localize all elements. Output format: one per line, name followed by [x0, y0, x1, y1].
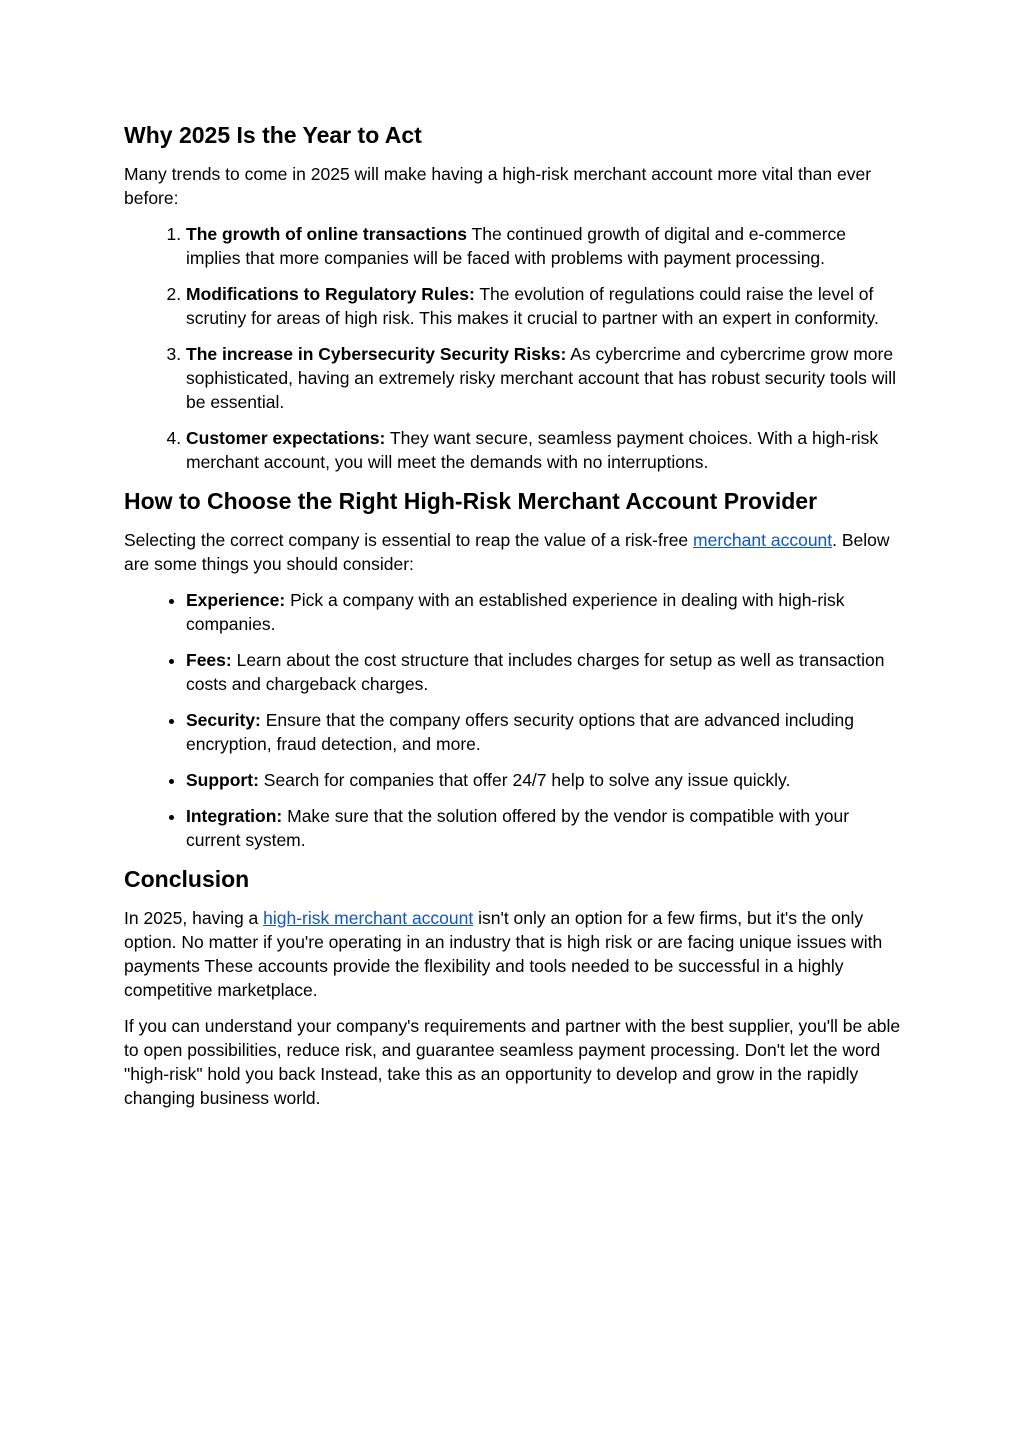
section-heading-why-2025: Why 2025 Is the Year to Act: [124, 122, 422, 148]
merchant-account-link[interactable]: merchant account: [693, 530, 833, 550]
list-item: [186, 222, 904, 270]
intro-text-after: . Below are some things you should consider:: [124, 530, 890, 574]
list-item-title: Integration:: [186, 806, 283, 826]
list-item-title: The growth of online transactions: [186, 224, 467, 244]
high-risk-merchant-account-link[interactable]: high-risk merchant account: [263, 908, 474, 928]
section-intro-why-2025: Many trends to come in 2025 will make having a high-risk merchant account more vital than ever before:: [124, 164, 872, 208]
conclusion-paragraph-1: [124, 906, 904, 1002]
list-item: [186, 804, 904, 852]
list-item-title: Support:: [186, 770, 259, 790]
list-item-text: Learn about the cost structure that includes charges for setup as well as transaction costs and chargeback charges.: [186, 650, 885, 694]
list-item-text: They want secure, seamless payment choices. With a high-risk merchant account, you will meet the demands with no interruptions.: [186, 428, 879, 472]
list-item: [186, 648, 904, 696]
list-item-text: Search for companies that offer 24/7 help to solve any issue quickly.: [258, 770, 791, 790]
list-item-title: Fees:: [186, 650, 232, 670]
section-heading-conclusion: Conclusion: [124, 866, 250, 892]
list-item-text: The evolution of regulations could raise the level of scrutiny for areas of high risk. This makes it crucial to partner with an expert in conformity.: [186, 284, 879, 328]
list-item-text: Make sure that the solution offered by the vendor is compatible with your current system.: [186, 806, 850, 850]
section-heading-choose-provider: How to Choose the Right High-Risk Merchant Account Provider: [124, 488, 818, 514]
list-item-title: Customer expectations:: [186, 428, 386, 448]
list-item: [186, 708, 904, 756]
list-item-title: Experience:: [186, 590, 286, 610]
list-item: [186, 282, 904, 330]
intro-text: Selecting the correct company is essential to reap the value of a risk-free: [124, 530, 694, 550]
list-item: [186, 426, 904, 474]
list-item-text: As cybercrime and cybercrime grow more sophisticated, having an extremely risky merchant account that has robust security tools will be essential.: [186, 344, 897, 412]
list-item-text: The continued growth of digital and e-commerce implies that more companies will be faced with problems with payment processing.: [186, 224, 847, 268]
numbered-list-trends: [124, 222, 904, 474]
list-item-title: Security:: [186, 710, 261, 730]
section-intro-choose-provider: [124, 528, 904, 576]
paragraph-text: In 2025, having a: [124, 908, 264, 928]
list-item-title: The increase in Cybersecurity Security Risks:: [186, 344, 567, 364]
bullet-list-considerations: [124, 588, 904, 852]
list-item: [186, 768, 904, 792]
paragraph-text-after: isn't only an option for a few firms, but it's the only option. No matter if you're operating in an industry that is high risk or are facing unique issues with payments These accounts provide the flexibility and tools needed to be successful in a highly competitive marketplace.: [124, 908, 883, 1000]
list-item-title: Modifications to Regulatory Rules:: [186, 284, 475, 304]
list-item: [186, 342, 904, 414]
list-item: [186, 588, 904, 636]
list-item-text: Ensure that the company offers security options that are advanced including encryption, fraud detection, and more.: [186, 710, 854, 754]
conclusion-paragraph-2: If you can understand your company's requirements and partner with the best supplier, you'll be able to open possibilities, reduce risk, and guarantee seamless payment processing. Don't let the word "high-risk" hold you back Instead, take this as an opportunity to develop and grow in the rapidly changing business world.: [124, 1016, 901, 1108]
list-item-text: Pick a company with an established experience in dealing with high-risk companies.: [186, 590, 845, 634]
document-page: [124, 120, 904, 1122]
